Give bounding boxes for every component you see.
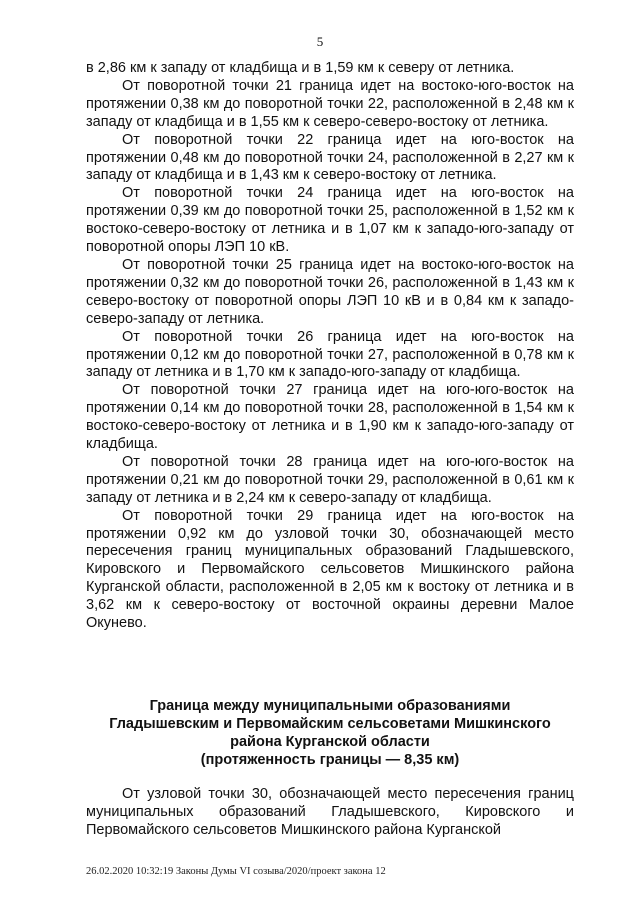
paragraph: От поворотной точки 27 граница идет на юго-юго-восток на протяжении 0,14 км до поворотной точки 28, расположенной в 1,54 км к востоко-северо-востоку от летника и в 1,90 км к западо-юго-западу от кладбища. bbox=[86, 382, 574, 453]
page-number: 5 bbox=[316, 34, 324, 49]
heading-line: Гладышевским и Первомайским сельсоветами Мишкинского bbox=[109, 715, 551, 732]
heading-line: Граница между муниципальными образованиями bbox=[149, 698, 511, 714]
body-text bbox=[86, 60, 574, 633]
heading-line: (протяженность границы — 8,35 км) bbox=[200, 751, 460, 768]
paragraph: От поворотной точки 24 граница идет на юго-восток на протяжении 0,39 км до поворотной точки 25, расположенной в 1,52 км к востоко-северо-востоку от летника и в 1,07 км к западо-юго-западу от поворотной опоры ЛЭП 10 кВ. bbox=[86, 185, 574, 256]
paragraph: От поворотной точки 29 граница идет на юго-восток на протяжении 0,92 км до узловой точки 30, обозначающей место пересечения границ муниципальных образований Гладышевского, Кировского и Первомайского сельсоветов Мишкинского района Курганской области, расположенной в 2,05 км к востоку от летника и в 3,62 км к северо-востоку от восточной окраины деревни Малое Окунево. bbox=[86, 507, 574, 632]
heading-line: района Курганской области bbox=[230, 733, 430, 750]
page-footer: 26.02.2020 10:32:19 Законы Думы VI созыва/2020/проект закона 12 bbox=[86, 866, 386, 877]
paragraph: От узловой точки 30, обозначающей место пересечения границ муниципальных образований Гладышевского, Кировского и Первомайского сельсоветов Мишкинского района Курганской bbox=[86, 786, 574, 838]
paragraph: От поворотной точки 22 граница идет на юго-восток на протяжении 0,48 км до поворотной точки 24, расположенной в 2,27 км к западу от кладбища и в 1,43 км к северо-востоку от летника. bbox=[86, 131, 574, 184]
section-heading bbox=[86, 698, 574, 770]
paragraph: От поворотной точки 26 граница идет на юго-восток на протяжении 0,12 км до поворотной точки 27, расположенной в 0,78 км к западу от летника и в 1,70 км к западо-юго-западу от кладбища. bbox=[86, 328, 574, 381]
body-text-continued bbox=[86, 786, 574, 840]
paragraph: От поворотной точки 25 граница идет на востоко-юго-восток на протяжении 0,32 км до поворотной точки 26, расположенной в 1,43 км к северо-востоку от поворотной опоры ЛЭП 10 кВ и в 0,84 км к западо-северо-западу от летника. bbox=[86, 256, 574, 327]
paragraph: в 2,86 км к западу от кладбища и в 1,59 км к северу от летника. bbox=[86, 60, 515, 76]
paragraph: От поворотной точки 28 граница идет на юго-юго-восток на протяжении 0,21 км до поворотной точки 29, расположенной в 0,61 км к западу от летника и в 2,24 км к северо-западу от кладбища. bbox=[86, 453, 574, 506]
paragraph: От поворотной точки 21 граница идет на востоко-юго-восток на протяжении 0,38 км до поворотной точки 22, расположенной в 2,48 км к западу от кладбища и в 1,55 км к северо-северо-востоку от летника. bbox=[86, 77, 574, 130]
